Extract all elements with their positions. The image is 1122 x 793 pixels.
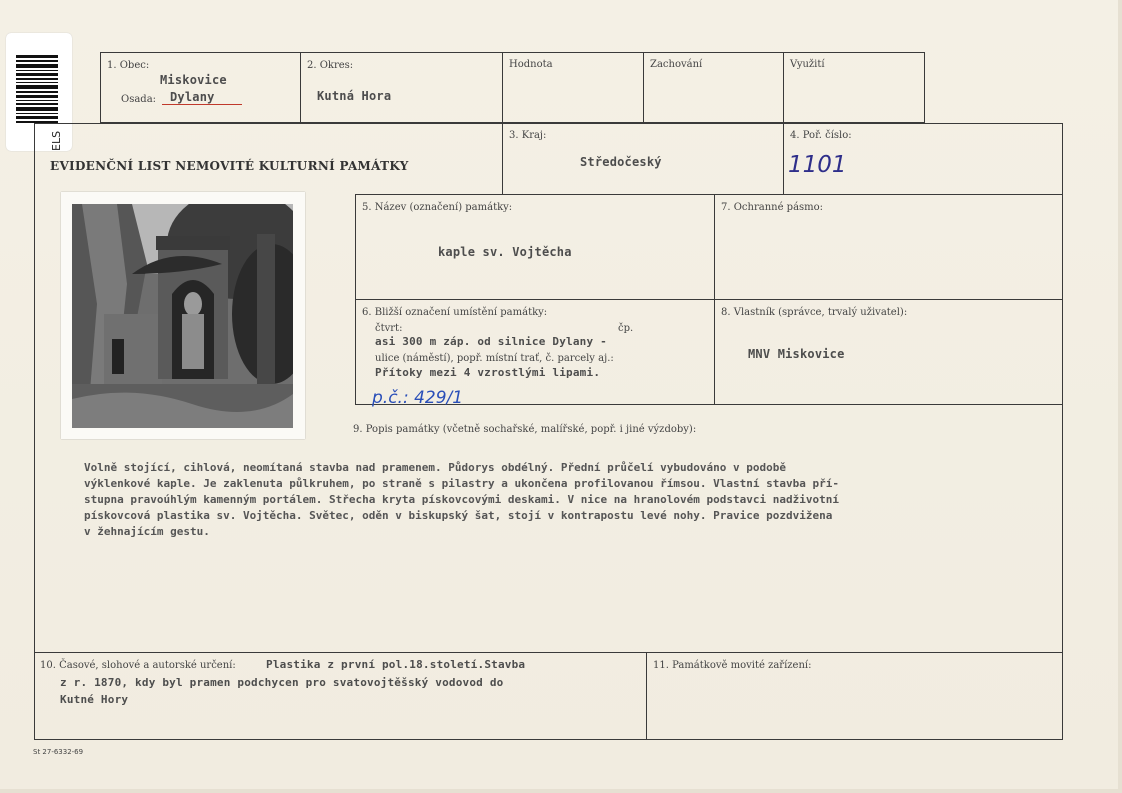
description-line: pískovcová plastika sv. Vojtěcha. Světec, oděn v biskupský šat, stojí v kontrapostu levé nohy. Pravice pozdvižena bbox=[84, 509, 833, 522]
zachovani-label: Zachování bbox=[650, 59, 703, 70]
dating-line2: z r. 1870, kdy byl pramen podchycen pro svatovojtěšský vodovod do bbox=[60, 676, 504, 689]
field5-label: 5. Název (označení) památky: bbox=[362, 202, 513, 213]
field8-value: MNV Miskovice bbox=[748, 347, 845, 361]
obec-value: Miskovice bbox=[160, 73, 227, 87]
chapel-photo bbox=[72, 204, 293, 428]
field6-line1: asi 300 m záp. od silnice Dylany - bbox=[375, 335, 607, 348]
paper-edge bbox=[1118, 0, 1122, 793]
field11-label: 11. Památkově movité zařízení: bbox=[653, 660, 812, 671]
vyuziti-label: Využití bbox=[790, 59, 825, 70]
field6-label: 6. Bližší označení umístění památky: bbox=[362, 307, 548, 318]
dating-line3: Kutné Hory bbox=[60, 693, 129, 706]
form-title: EVIDENČNÍ LIST NEMOVITÉ KULTURNÍ PAMÁTKY bbox=[50, 159, 409, 173]
dating-line1: Plastika z první pol.18.století.Stavba bbox=[266, 658, 526, 671]
sticker-label: ELS bbox=[50, 130, 63, 151]
field9-label: 9. Popis památky (včetně sochařské, malířské, popř. i jiné výzdoby): bbox=[353, 424, 697, 435]
osada-underline bbox=[162, 104, 242, 105]
field6-line2: Přítoky mezi 4 vzrostlými lipami. bbox=[375, 366, 601, 379]
description-line: stupna pravoúhlým kamenným portálem. Střecha kryta pískovcovými deskami. V nice na hranolovém podstavci nadživotní bbox=[84, 493, 839, 506]
kraj-label: 3. Kraj: bbox=[509, 130, 547, 141]
okres-value: Kutná Hora bbox=[317, 89, 392, 103]
por-cislo-label: 4. Poř. číslo: bbox=[790, 130, 852, 141]
field6-parcel-handwriting: p.č.: 429/1 bbox=[372, 388, 464, 408]
description-line: výklenkové kaple. Je zaklenuta půlkruhem, po straně s pilastry a ukončena profilovanou římsou. Vlastní stavba pří- bbox=[84, 477, 839, 490]
field6-ulice-label: ulice (náměstí), popř. místní trať, č. parcely aj.: bbox=[375, 353, 614, 364]
kraj-value: Středočeský bbox=[580, 155, 662, 169]
field6-cp-label: čp. bbox=[618, 323, 634, 334]
paper-edge bbox=[0, 789, 1122, 793]
por-cislo-value: 1101 bbox=[788, 152, 847, 178]
osada-value: Dylany bbox=[170, 90, 215, 104]
barcode-icon bbox=[16, 55, 58, 125]
okres-label: 2. Okres: bbox=[307, 60, 354, 71]
field8-label: 8. Vlastník (správce, trvalý uživatel): bbox=[721, 307, 908, 318]
description-line: v žehnajícím gestu. bbox=[84, 525, 210, 538]
field5-value: kaple sv. Vojtěcha bbox=[438, 245, 572, 259]
osada-label: Osada: bbox=[121, 94, 157, 105]
obec-label: 1. Obec: bbox=[107, 60, 150, 71]
hodnota-label: Hodnota bbox=[509, 59, 553, 70]
field10-label: 10. Časové, slohové a autorské určení: bbox=[40, 660, 236, 671]
description-line: Volně stojící, cihlová, neomítaná stavba nad pramenem. Půdorys obdélný. Přední průčelí vybudováno v podobě bbox=[84, 461, 786, 474]
field6-ctvrt-label: čtvrt: bbox=[375, 323, 403, 334]
print-code: St 27-6332-69 bbox=[33, 748, 84, 756]
field7-label: 7. Ochranné pásmo: bbox=[721, 202, 824, 213]
